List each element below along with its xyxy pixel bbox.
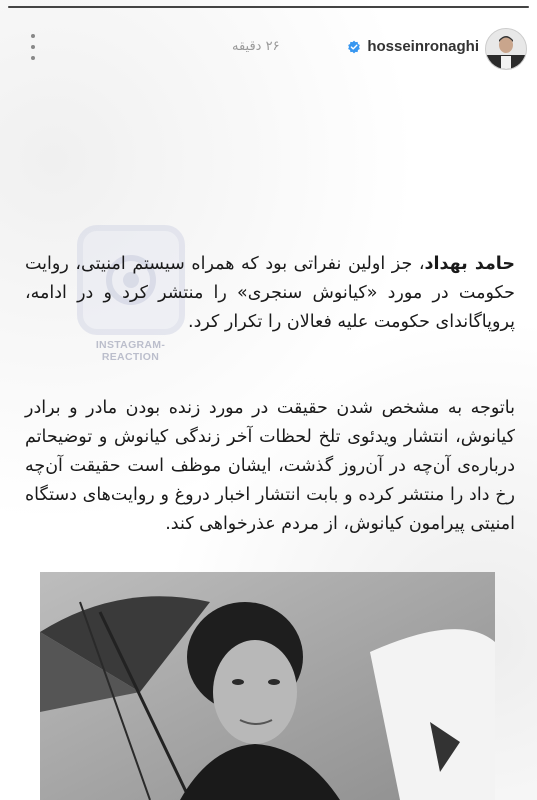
para2-line-5: منتشر کرده و بابت انتشار اخبار دروغ و روایت‌های [82,485,445,505]
story-username[interactable]: hosseinronaghi [367,38,479,55]
para2-line-1: باتوجه به مشخص شدن حقیقت در مورد زنده بودن [125,398,515,418]
story-header [0,24,537,72]
verified-badge-icon [347,40,361,54]
para2-line-2: مادر و برادر کیانوش، انتشار ویدئوی تلخ لحظات آخر [25,398,515,447]
para1-line-1: ، جز اولین نفراتی بود که همراه سیستم [132,254,425,274]
post-paragraph-1 [25,250,515,337]
para1-line-2: امنیتی، روایت حکومت در مورد «کیانوش سنجری» [25,254,515,303]
more-vertical-icon[interactable] [28,34,38,60]
story-progress-fill [8,6,529,8]
para1-line-3: را منتشر کرد و در ادامه، پروپاگاندای حکومت علیه [25,283,515,332]
avatar[interactable] [485,28,527,70]
watermark-label: INSTAGRAM-REACTION [95,339,166,363]
avatar-image [486,29,526,69]
portrait-photo [40,572,495,800]
username-row[interactable] [347,38,479,55]
para2-line-4: گذشت، ایشان موظف است حقیقت آن‌چه رخ داد را [25,456,515,505]
para2-line-6: دستگاه امنیتی پیرامون کیانوش، از مردم عذرخواهی کند. [25,485,515,534]
para2-line-3: زندگی کیانوش و توضیحاتم درباره‌ی آن‌چه در آن‌روز [25,427,515,476]
post-paragraph-2 [25,394,515,539]
story-timestamp: ۲۶ دقیقه [232,39,280,54]
story-progress-bar [8,6,529,8]
highlighted-name: حامد بهداد [424,254,515,274]
para1-line-4: فعالان را تکرار کرد. [188,312,332,332]
portrait-image [40,572,495,800]
